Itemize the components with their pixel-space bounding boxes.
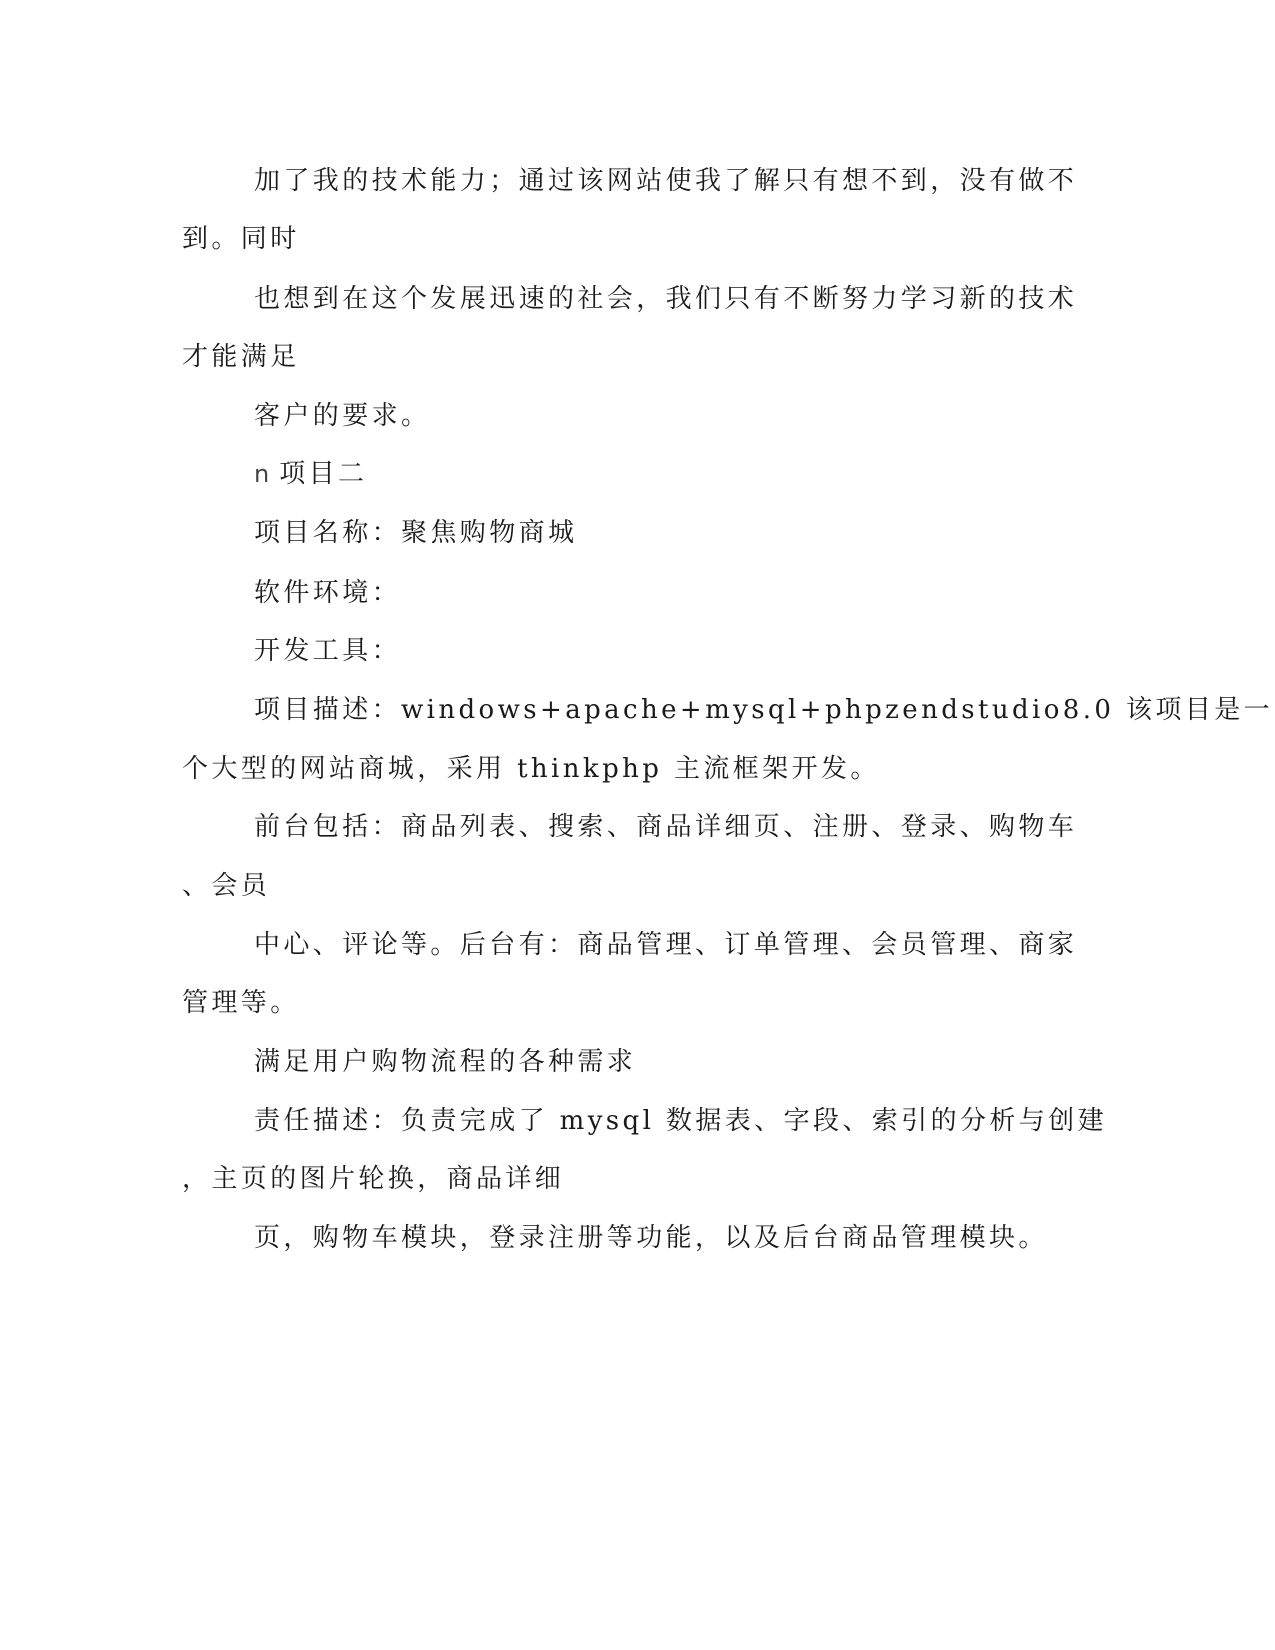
paragraph-line: 到。同时: [182, 224, 300, 254]
section-heading: 项目二: [279, 459, 368, 489]
bullet-icon: n: [254, 460, 270, 488]
responsibility-line: 责任描述：负责完成了 mysql 数据表、字段、索引的分析与创建: [254, 1106, 1107, 1136]
paragraph-line: 加了我的技术能力；通过该网站使我了解只有想不到，没有做不: [254, 166, 1078, 196]
dev-tools: 开发工具：: [254, 636, 402, 666]
software-environment: 软件环境：: [254, 578, 402, 608]
project-description-line: 项目描述：windows+apache+mysql+phpzendstudio8.0 该项目是一: [254, 695, 1274, 725]
project-name: 项目名称：聚焦购物商城: [254, 518, 578, 548]
paragraph-line: 才能满足: [182, 342, 300, 372]
paragraph-line: 中心、评论等。后台有：商品管理、订单管理、会员管理、商家: [254, 930, 1078, 960]
paragraph-line: 管理等。: [182, 988, 300, 1018]
paragraph-line: 、会员: [182, 871, 271, 901]
bullet-heading: [254, 457, 367, 491]
project-description-line: 个大型的网站商城，采用 thinkphp 主流框架开发。: [182, 754, 880, 784]
paragraph-line: 页，购物车模块，登录注册等功能，以及后台商品管理模块。: [254, 1223, 1048, 1253]
paragraph-line: 客户的要求。: [254, 401, 431, 431]
paragraph-line: 前台包括：商品列表、搜索、商品详细页、注册、登录、购物车: [254, 812, 1078, 842]
paragraph-line: 满足用户购物流程的各种需求: [254, 1047, 637, 1077]
paragraph-line: 也想到在这个发展迅速的社会，我们只有不断努力学习新的技术: [254, 284, 1078, 314]
responsibility-line: ，主页的图片轮换，商品详细: [182, 1164, 565, 1194]
